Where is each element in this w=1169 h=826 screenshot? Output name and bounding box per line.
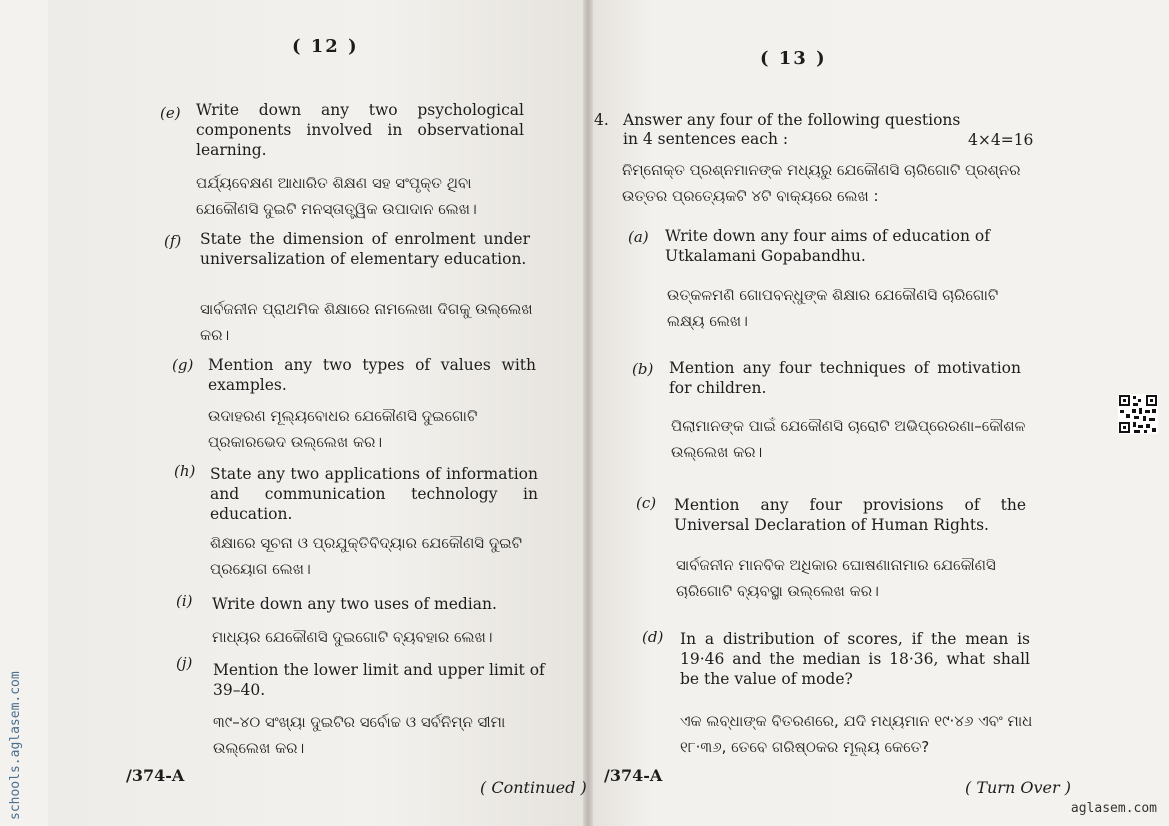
left-paper-code: /374-A: [126, 766, 185, 785]
item-a-odia: ଉତ୍କଳମଣି ଗୋପବନ୍ଧୁଙ୍କ ଶିକ୍ଷାର ଯେକୌଣସି ଚାରିଗୋଟି ଲକ୍ଷ୍ୟ ଲେଖ।: [667, 286, 999, 330]
item-i-text: Write down any two uses of median.: [212, 595, 497, 613]
question-4-line1: Answer any four of the following questions: [623, 111, 961, 129]
question-4-odia: ନିମ୍ନୋକ୍ତ ପ୍ରଶ୍ନମାନଙ୍କ ମଧ୍ୟରୁ ଯେକୌଣସି ଚାରିଗୋଟି ପ୍ରଶ୍ନର ଉତ୍ତର ପ୍ରତ୍ୟେକଟି ୪ଟି ବାକ୍ୟରେ ଲେଖ :: [622, 161, 1021, 205]
item-d-text: In a distribution of scores, if the mean is 19·46 and the median is 18·36, what shall be the value of mode?: [680, 630, 1030, 688]
item-j-odia: ୩୯–୪୦ ସଂଖ୍ୟା ଦୁଇଟିର ସର୍ବୋଚ୍ଚ ଓ ସର୍ବନିମ୍ନ ସୀମା ଉଲ୍ଲେଖ କର।: [213, 713, 506, 757]
item-b-label: (b): [632, 360, 654, 378]
item-h-odia: ଶିକ୍ଷାରେ ସୂଚନା ଓ ପ୍ରଯୁକ୍ତିବିଦ୍ୟାର ଯେକୌଣସି ଦୁଇଟି ପ୍ରୟୋଗ ଲେଖ।: [210, 534, 523, 578]
item-f-label: (f): [164, 232, 182, 250]
item-h-label: (h): [174, 462, 196, 480]
question-4-marks: 4×4=16: [968, 131, 1034, 149]
item-g-odia: ଉଦାହରଣ ମୂଲ୍ୟବୋଧର ଯେକୌଣସି ଦୁଇଗୋଟି ପ୍ରକାରଭେଦ ଉଲ୍ଲେଖ କର।: [208, 407, 478, 451]
question-4-number: 4.: [594, 111, 609, 129]
item-b-odia: ପିଲାମାନଙ୍କ ପାଇଁ ଯେକୌଣସି ଚାରୋଟି ଅଭିପ୍ରେରଣା–କୌଶଳ ଉଲ୍ଲେଖ କର।: [671, 417, 1026, 461]
left-footer-continued: ( Continued ): [480, 778, 587, 797]
item-j-label: (j): [176, 654, 193, 672]
item-h-text: State any two applications of information and communication technology in education.: [210, 465, 538, 523]
brand-watermark[interactable]: aglasem.com: [1070, 801, 1157, 816]
right-footer-turn-over: ( Turn Over ): [965, 778, 1071, 797]
item-j-text: Mention the lower limit and upper limit of 39–40.: [213, 661, 545, 699]
item-f-text: State the dimension of enrolment under universalization of elementary education.: [200, 230, 530, 268]
item-d-odia: ଏକ ଲବ୍ଧାଙ୍କ ବିତରଣରେ, ଯଦି ମଧ୍ୟମାନ ୧୯·୪୬ ଏବଂ ମାଧ ୧୮·୩୬, ତେବେ ଗରିଷ୍ଠକର ମୂଲ୍ୟ କେତେ?: [680, 712, 1033, 756]
left-page-number: ( 12 ): [292, 36, 359, 57]
question-4-line2: in 4 sentences each :: [623, 130, 789, 148]
qr-code-icon[interactable]: [1118, 394, 1158, 434]
item-g-label: (g): [172, 356, 194, 374]
item-e-label: (e): [160, 104, 181, 122]
book-spine: [583, 0, 593, 826]
side-watermark: schools.aglasem.com: [8, 671, 23, 820]
right-paper-code: /374-A: [604, 766, 663, 785]
item-g-text: Mention any two types of values with examples.: [208, 356, 536, 394]
item-i-label: (i): [176, 592, 193, 610]
item-b-text: Mention any four techniques of motivation for children.: [669, 359, 1021, 397]
item-e-odia: ପର୍ଯ୍ୟବେକ୍ଷଣ ଆଧାରିତ ଶିକ୍ଷଣ ସହ ସଂପୃକ୍ତ ଥିବା ଯେକୌଣସି ଦୁଇଟି ମନସ୍ତାତ୍ତ୍ୱିକ ଉପାଦାନ ଲେଖ।: [196, 174, 477, 218]
right-page-number: ( 13 ): [760, 48, 827, 69]
item-c-label: (c): [636, 494, 657, 512]
item-f-odia: ସାର୍ବଜନୀନ ପ୍ରାଥମିକ ଶିକ୍ଷାରେ ନାମଲେଖା ଦିଗକୁ ଉଲ୍ଲେଖ କର।: [200, 300, 533, 344]
item-a-label: (a): [628, 228, 649, 246]
item-e-text: Write down any two psychological components involved in observational learning.: [196, 101, 524, 159]
item-a-text: Write down any four aims of education of Utkalamani Gopabandhu.: [665, 227, 990, 265]
item-c-odia: ସାର୍ବଜନୀନ ମାନବିକ ଅଧିକାର ଘୋଷଣାନାମାର ଯେକୌଣସି ଚାରିଗୋଟି ବ୍ୟବସ୍ଥା ଉଲ୍ଲେଖ କର।: [676, 556, 996, 600]
item-d-label: (d): [642, 628, 664, 646]
item-c-text: Mention any four provisions of the Universal Declaration of Human Rights.: [674, 496, 1026, 534]
item-i-odia: ମାଧ୍ୟର ଯେକୌଣସି ଦୁଇଗୋଟି ବ୍ୟବହାର ଲେଖ।: [212, 628, 493, 646]
